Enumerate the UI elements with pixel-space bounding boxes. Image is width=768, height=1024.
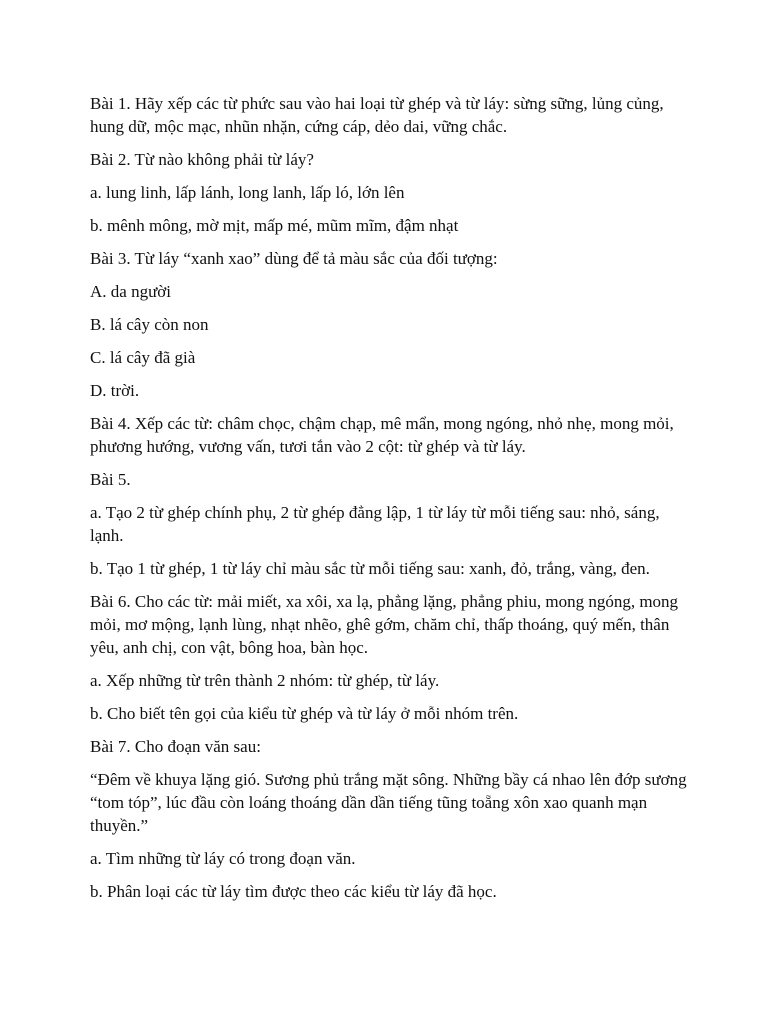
exercise-2-option-b: b. mênh mông, mờ mịt, mấp mé, mũm mĩm, đậm nhạt: [90, 216, 459, 235]
exercise-7-passage: “Đêm về khuya lặng gió. Sương phủ trắng mặt sông. Những bầy cá nhao lên đớp sương “tom tóp”, lúc đầu còn loáng thoáng dần dần tiếng tũng toẵng xôn xao quanh mạn thuyền.”: [90, 770, 687, 835]
exercise-7-heading: Bài 7. Cho đoạn văn sau:: [90, 737, 261, 756]
exercise-7-part-b: b. Phân loại các từ láy tìm được theo các kiểu từ láy đã học.: [90, 882, 497, 901]
exercise-1-text: Bài 1. Hãy xếp các từ phức sau vào hai loại từ ghép và từ láy: sừng sững, lủng củng, hung dữ, mộc mạc, nhũn nhặn, cứng cáp, dẻo dai, vững chắc.: [90, 94, 664, 136]
exercise-6-part-b: b. Cho biết tên gọi của kiểu từ ghép và từ láy ở mỗi nhóm trên.: [90, 704, 519, 723]
exercise-7-part-a: a. Tìm những từ láy có trong đoạn văn.: [90, 849, 356, 868]
exercise-2-question: Bài 2. Từ nào không phải từ láy?: [90, 150, 314, 169]
exercise-4-text: Bài 4. Xếp các từ: châm chọc, chậm chạp, mê mẩn, mong ngóng, nhỏ nhẹ, mong mỏi, phương hướng, vương vấn, tươi tắn vào 2 cột: từ ghép và từ láy.: [90, 414, 674, 456]
exercise-3-option-d: D. trời.: [90, 381, 140, 400]
exercise-6-text: Bài 6. Cho các từ: mải miết, xa xôi, xa lạ, phẳng lặng, phẳng phiu, mong ngóng, mong mỏi, mơ mộng, lạnh lùng, nhạt nhẽo, ghê gớm, chăm chỉ, thấp thoáng, quý mến, thân yêu, anh chị, con vật, bông hoa, bàn học.: [90, 592, 679, 657]
exercise-5-part-b: b. Tạo 1 từ ghép, 1 từ láy chỉ màu sắc từ mỗi tiếng sau: xanh, đỏ, trắng, vàng, đen.: [90, 559, 650, 578]
exercise-5-part-a: a. Tạo 2 từ ghép chính phụ, 2 từ ghép đẳng lập, 1 từ láy từ mỗi tiếng sau: nhỏ, sáng, lạnh.: [90, 503, 660, 545]
exercise-2-option-a: a. lung linh, lấp lánh, long lanh, lấp ló, lớn lên: [90, 183, 405, 202]
document-page: [90, 92, 690, 913]
exercise-3-option-c: C. lá cây đã già: [90, 348, 196, 367]
exercise-3-option-b: B. lá cây còn non: [90, 315, 209, 334]
exercise-3-option-a: A. da người: [90, 282, 171, 301]
exercise-3-question: Bài 3. Từ láy “xanh xao” dùng để tả màu sắc của đối tượng:: [90, 249, 498, 268]
exercise-5-heading: Bài 5.: [90, 470, 131, 489]
exercise-6-part-a: a. Xếp những từ trên thành 2 nhóm: từ ghép, từ láy.: [90, 671, 440, 690]
